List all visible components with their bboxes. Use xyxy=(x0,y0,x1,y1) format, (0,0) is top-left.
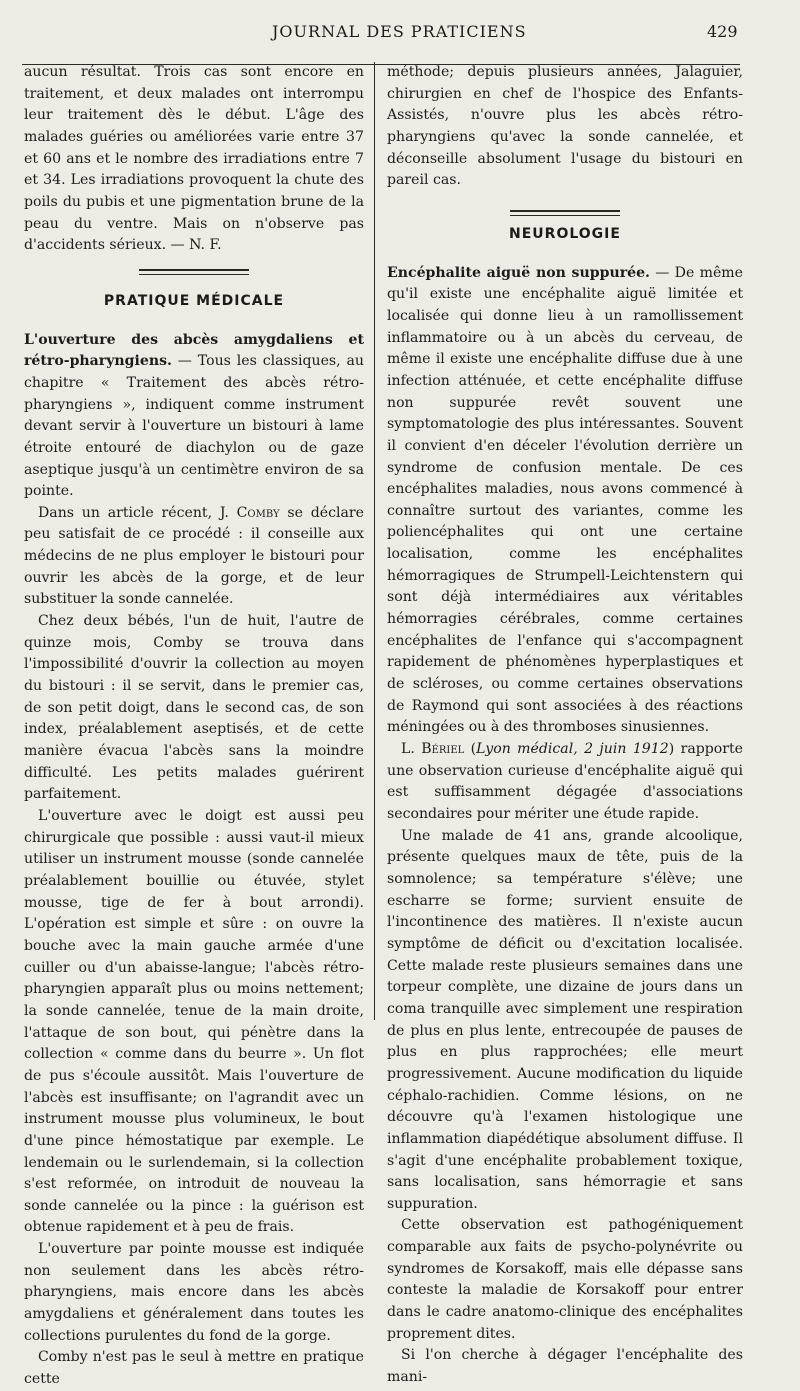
section-title-neurologie: NEUROLOGIE xyxy=(509,225,621,242)
article-paragraph xyxy=(24,330,364,503)
article-paragraph: Comby n'est pas le seul à mettre en pratique cette xyxy=(24,1349,364,1388)
journal-title: JOURNAL DES PRATICIENS xyxy=(272,22,527,41)
article-paragraph: Chez deux bébés, l'un de huit, l'autre de quinze mois, Comby se trouva dans l'impossibilité d'ouvrir la collection au moyen du bistouri : il se servit, dans le premier cas, de son petit doigt, dans le second cas, de son index, préalablement aseptisés, et de cette manière évacua l'abcès sans la moindre difficulté. Les petits malades guérirent parfaitement. xyxy=(24,613,364,803)
article-text: — De même qu'il existe une encéphalite aiguë limitée et localisée qui donne lieu à un ramollissement inflammatoire ou à un abcès du cerveau, de même il existe une encéphalite diffuse due à une infection atténuée, et cette encéphalite diffuse non suppurée revêt souvent une symptomatologie des plus intéressantes. Souvent il convient d'en déceler l'évolution derrière un syndrome de confusion mentale. De ces encéphalites maladies, nous avons commencé à connaître surtout des variantes, comme les poliencéphalites qui ont une certaine localisation, comme les encéphalites hémorragiques de Strumpell-Leichtenstern qui sont déjà intermédiaires aux véritables hémorragies cérébrales, comme certaines encéphalites de l'enfance qui s'accompagnent rapidement de phénomènes hyperplastiques et de scléroses, ou comme certaines observations de Raymond qui sont associées à des réactions méningées ou à des thromboses sinusiennes. xyxy=(387,264,743,736)
citation-source: Lyon médical, 2 juin 1912 xyxy=(476,741,669,758)
author-name: Comby xyxy=(236,504,280,521)
right-intro-paragraph: méthode; depuis plusieurs années, Jalaguier, chirurgien en chef de l'hospice des Enfants-Assistés, n'ouvre plus les abcès rétro-pharyngiens qu'avec la sonde cannelée, et déconseille absolument l'usage du bistouri en pareil cas. xyxy=(387,64,743,189)
left-intro-paragraph: aucun résultat. Trois cas sont encore en traitement, et deux malades ont interrompu leur traitement dès le début. L'âge des malades guéries ou améliorées varie entre 37 et 60 ans et le nombre des irradiations entre 7 et 34. Les irradiations provoquent la chute des poils du pubis et une pigmentation brune de la peau du ventre. Mais on n'observe pas d'accidents sérieux. — N. F. xyxy=(24,64,364,254)
article-paragraph: L. Bériel (Lyon médical, 2 juin 1912) rapporte une observation curieuse d'encéphalite aiguë qui est suffisamment dégagée d'associations secondaires pour mériter une étude rapide. xyxy=(387,741,743,822)
author-name: Bériel xyxy=(421,741,465,758)
article-paragraph xyxy=(387,263,743,739)
article-text: — Tous les classiques, au chapitre « Traitement des abcès rétro-pharyngiens », indiquent comme instrument devant servir à l'ouverture un bistouri à lame étroite entouré de diachylon ou de gaze aseptique jusqu'à un centimètre environ de sa pointe. xyxy=(24,353,364,500)
article-title-abces: L'ouverture des abcès amygdaliens et rétro-pharyngiens. xyxy=(24,331,364,370)
article-paragraph: Une malade de 41 ans, grande alcoolique, présente quelques maux de tête, puis de la somnolence; sa température s'élève; une escharre se forme; survient ensuite de l'incontinence des matières. Il n'existe aucun symptôme de déficit ou d'excitation localisée. Cette malade reste plusieurs semaines dans une torpeur complète, une dizaine de jours dans un coma tranquille avec simplement une respiration de plus en plus lente, entrecoupée de pauses de plus en plus rapprochées; elle meurt progressivement. Aucune modification du liquide céphalo-rachidien. Comme lésions, on ne découvre qu'à l'examen histologique une inflammation diapédétique absolument diffuse. Il s'agit d'une encéphalite probablement toxique, sans localisation, sans hémorragie et sans suppuration. xyxy=(387,827,743,1212)
left-column xyxy=(24,62,364,1391)
article-paragraph: Dans un article récent, J. Comby se déclare peu satisfait de ce procédé : il conseille aux médecins de ne plus employer le bistouri pour ouvrir les abcès de la gorge, et de leur substituer la sonde cannelée. xyxy=(24,504,364,608)
article-title-encephalite: Encéphalite aiguë non suppurée. xyxy=(387,264,650,281)
right-column xyxy=(387,62,743,1389)
page-number: 429 xyxy=(707,22,738,41)
page-header xyxy=(0,18,800,48)
article-paragraph: L'ouverture par pointe mousse est indiquée non seulement dans les abcès rétro-pharyngiens, mais encore dans les abcès amygdaliens et généralement dans toutes les collections purulentes du fond de la gorge. xyxy=(24,1241,364,1344)
column-divider xyxy=(374,62,375,1020)
section-title-pratique-medicale: PRATIQUE MÉDICALE xyxy=(103,292,285,309)
article-paragraph: L'ouverture avec le doigt est aussi peu chirurgicale que possible : aussi vaut-il mieux utiliser un instrument mousse (sonde cannelée préalablement bouillie ou étuvée, stylet mousse, tige de fer à bout arrondi). L'opération est simple et sûre : on ouvre la bouche avec la main gauche armée d'une cuiller ou d'un abaisse-langue; l'abcès rétro-pharyngien apparaît plus ou moins nettement; la sonde cannelée, tenue de la main droite, l'attaque de son bout, qui pénètre dans la collection « comme dans du beurre ». Un flot de pus s'écoule aussitôt. Mais l'ouverture de l'abcès est insuffisante; on l'agrandit avec un instrument mousse plus volumineux, le bout d'une pince hémostatique par exemple. Le lendemain ou le surlendemain, si la collection s'est reformée, on introduit de nouveau la sonde cannelée ou la pince : la guérison est obtenue rapidement et à peu de frais. xyxy=(24,808,364,1236)
article-paragraph: Si l'on cherche à dégager l'encéphalite des mani- xyxy=(387,1347,743,1386)
article-paragraph: Cette observation est pathogéniquement comparable aux faits de psycho-polynévrite ou syndromes de Korsakoff, mais elle dépasse sans conteste la maladie de Korsakoff pour entrer dans le cadre anatomo-clinique des encéphalites proprement dites. xyxy=(387,1217,743,1342)
